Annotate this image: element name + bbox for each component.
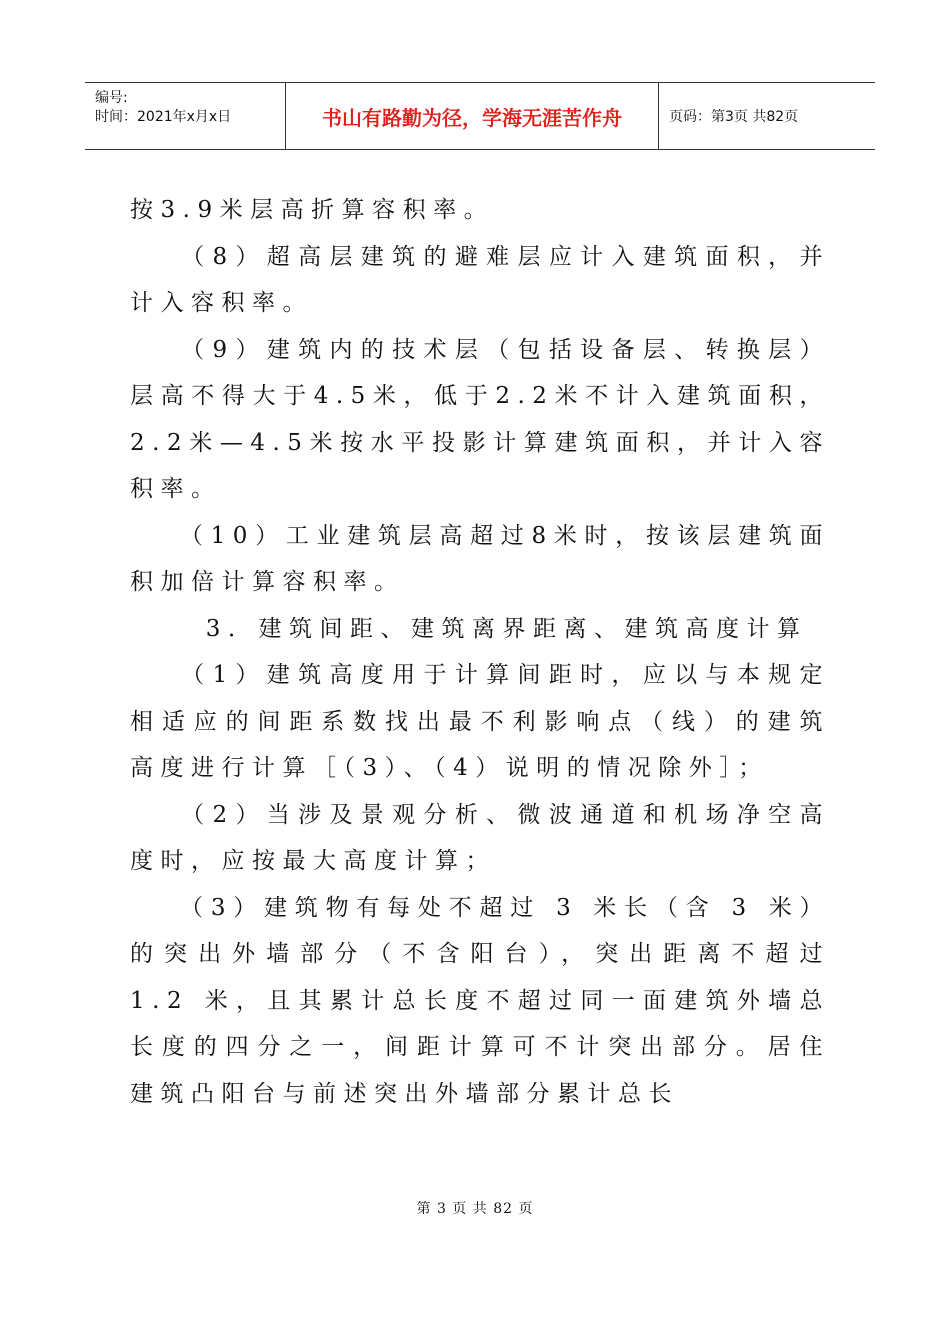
paragraph: （3）建筑物有每处不超过 3 米长（含 3 米）的突出外墙部分（不含阳台），突出距离不超过 1.2 米，且其累计总长度不超过同一面建筑外墙总长度的四分之一，间距计算可不计突出部分。居住建筑凸阳台与前述突出外墙部分累计总长: [130, 894, 830, 1107]
paragraph: （2）当涉及景观分析、微波通道和机场净空高度时，应按最大高度计算；: [130, 801, 830, 874]
document-body: [130, 187, 830, 1117]
paragraph: （10）工业建筑层高超过8米时，按该层建筑面积加倍计算容积率。: [130, 522, 830, 595]
header-page-info: 页码：第3页 共82页: [669, 109, 799, 125]
section-heading: 3．建筑间距、建筑离界距离、建筑高度计算: [130, 615, 808, 642]
paragraph: （1）建筑高度用于计算间距时，应以与本规定相适应的间距系数找出最不利影响点（线）的建筑高度进行计算［（3）、（4）说明的情况除外］；: [130, 662, 830, 781]
page-footer: 第 3 页 共 82 页: [416, 1201, 534, 1217]
document-number-label: 编号:: [95, 90, 128, 106]
paragraph: （8）超高层建筑的避难层应计入建筑面积，并计入容积率。: [130, 243, 830, 316]
document-time-label: 时间：2021年x月x日: [95, 109, 232, 125]
header-motto: 书山有路勤为径，学海无涯苦作舟: [285, 83, 659, 149]
header-meta: [85, 83, 285, 149]
page-header: [85, 82, 875, 150]
paragraph: 按3.9米层高折算容积率。: [130, 197, 495, 223]
paragraph: （9）建筑内的技术层（包括设备层、转换层）层高不得大于4.5米，低于2.2米不计入建筑面积，2.2米—4.5米按水平投影计算建筑面积，并计入容积率。: [130, 336, 830, 502]
